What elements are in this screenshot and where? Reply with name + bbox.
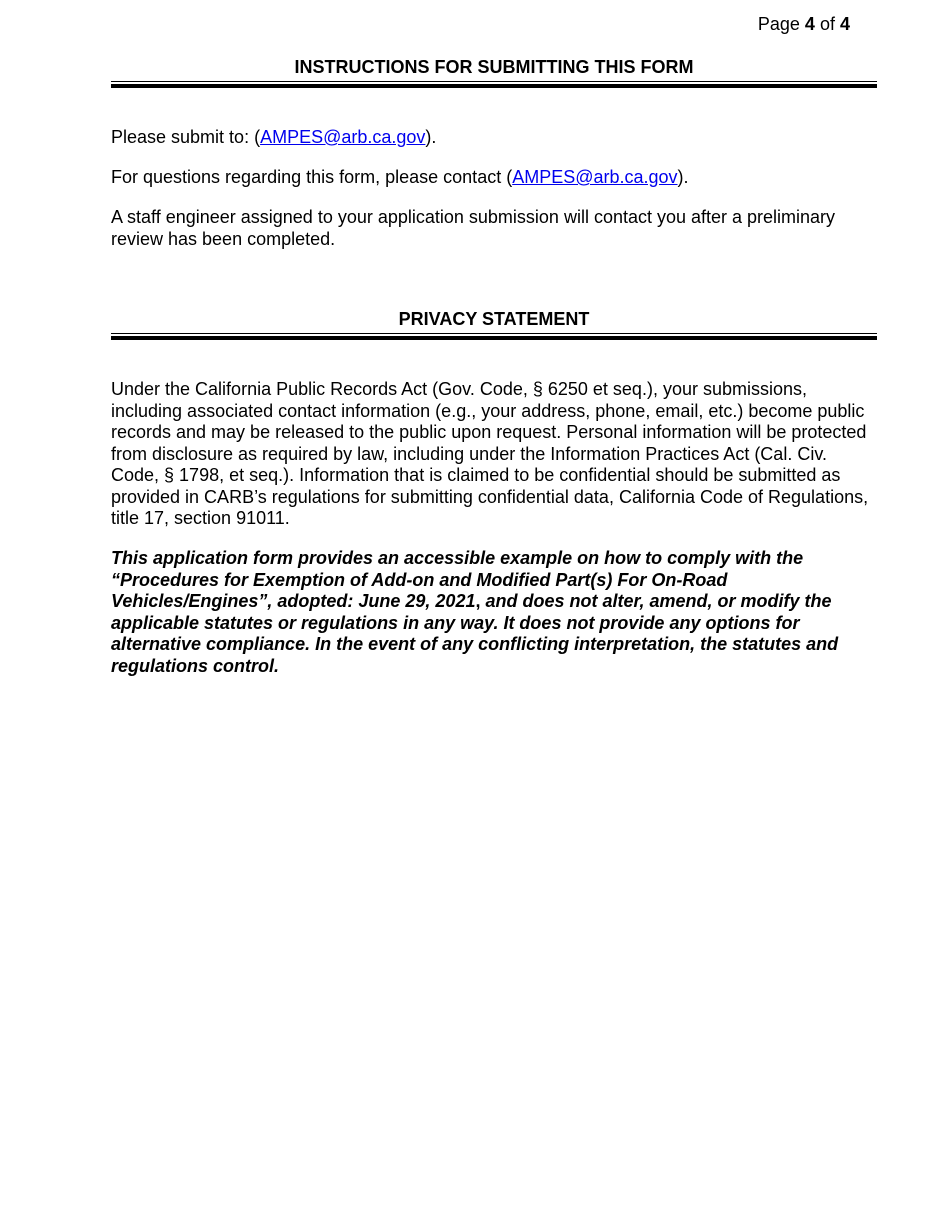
- submit-email-link[interactable]: AMPES@arb.ca.gov: [260, 127, 426, 147]
- questions-email-link[interactable]: AMPES@arb.ca.gov: [512, 167, 678, 187]
- privacy-section: [111, 309, 877, 340]
- privacy-divider: [111, 333, 877, 340]
- instructions-divider: [111, 81, 877, 88]
- disclaimer-part2: and does not alter, amend, or modify the applicable statutes or regulations in any way. It does not provide any options for alternative compliance. In the event of any conflicting interpretation, the statutes and regulations control.: [111, 591, 839, 676]
- questions-line: [111, 167, 877, 189]
- instructions-section: [111, 57, 877, 88]
- review-paragraph: A staff engineer assigned to your application submission will contact you after a preliminary review has been completed.: [111, 207, 836, 249]
- disclaimer-comma: ,: [475, 591, 481, 611]
- disclaimer-paragraph: [111, 548, 877, 677]
- page-of: of: [819, 14, 835, 34]
- instructions-title: INSTRUCTIONS FOR SUBMITTING THIS FORM: [294, 57, 694, 77]
- page-prefix: Page: [757, 14, 800, 34]
- privacy-body: Under the California Public Records Act (Gov. Code, § 6250 et seq.), your submissions, including associated contact information (e.g., your address, phone, email, etc.) become public records and may be released to the public upon request. Personal information will be protected from disclosure as required by law, including under the Information Practices Act (Cal. Civ. Code, § 1798, et seq.). Information that is claimed to be confidential should be submitted as provided in CARB’s regulations for submitting confidential data, California Code of Regulations, title 17, section 91011.: [111, 379, 869, 528]
- disclaimer-part1: This application form provides an accessible example on how to comply with the “Procedures for Exemption of Add-on and Modified Part(s) For On-Road Vehicles/Engines”, adopted: June 29, 2021: [111, 548, 804, 611]
- questions-suffix: ).: [677, 167, 689, 187]
- submit-prefix: Please submit to: (: [111, 127, 261, 147]
- submit-suffix: ).: [425, 127, 437, 147]
- questions-prefix: For questions regarding this form, please contact (: [111, 167, 513, 187]
- page-total: 4: [839, 14, 850, 34]
- submit-line: [111, 127, 877, 149]
- privacy-title: PRIVACY STATEMENT: [398, 309, 590, 329]
- page-current: 4: [804, 14, 815, 34]
- page-number: [758, 14, 850, 35]
